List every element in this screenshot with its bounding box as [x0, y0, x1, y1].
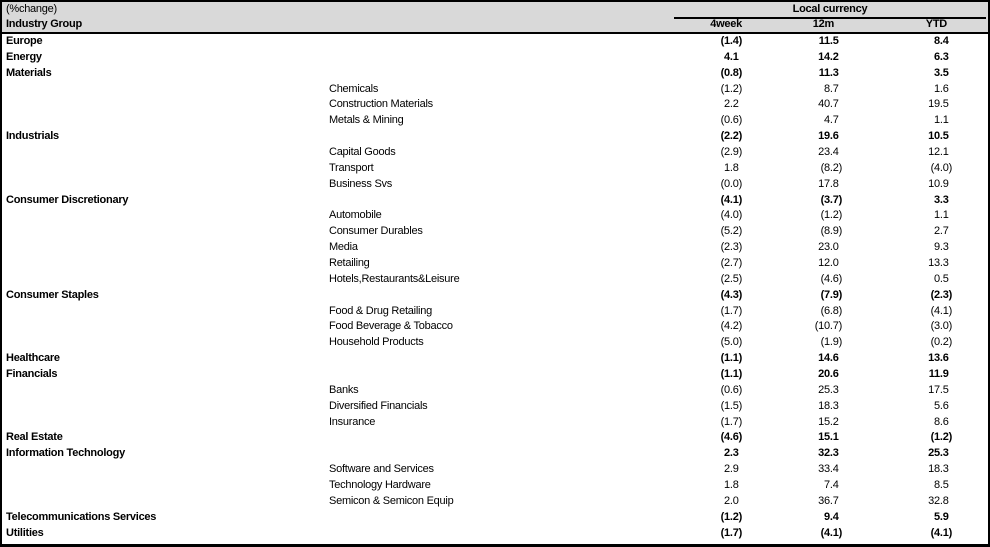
value-cell-4week: (2.7) — [720, 257, 742, 270]
value-cell-12m: (1.9) — [820, 336, 842, 349]
value-cell-4week: (1.2) — [720, 510, 742, 523]
table-row — [2, 50, 988, 66]
value-cell-12m: (4.1) — [820, 526, 842, 539]
value-cell-4week: (5.0) — [720, 336, 742, 349]
value-cell-4week: (1.2) — [720, 82, 742, 95]
sub-industry-label: Retailing — [329, 257, 370, 270]
table-row — [2, 145, 988, 161]
percent-change-label: (%change) — [6, 3, 57, 15]
spacer — [954, 510, 990, 526]
value-cell-4week: (4.2) — [720, 320, 742, 333]
spacer — [954, 208, 990, 224]
industry-group-label — [2, 177, 329, 193]
value-cell-ytd: 25.3 — [928, 447, 949, 460]
value-cell-4week: (0.6) — [720, 383, 742, 396]
table-row — [2, 113, 988, 129]
table-row — [2, 240, 988, 256]
industry-group-label: Europe — [6, 35, 43, 47]
value-cell-ytd: 8.6 — [934, 415, 949, 428]
industry-group-label — [2, 399, 329, 415]
sub-industry-label: Diversified Financials — [329, 399, 428, 412]
value-cell-4week: (5.2) — [720, 225, 742, 238]
industry-group-label — [2, 113, 329, 129]
value-cell-4week: (1.7) — [720, 526, 742, 539]
table-row — [2, 415, 988, 431]
value-cell-4week: (1.5) — [720, 399, 742, 412]
value-cell-12m: 14.2 — [818, 50, 839, 63]
sub-industry-label: Chemicals — [329, 82, 379, 95]
sub-industry-label: Metals & Mining — [329, 114, 404, 127]
spacer — [954, 319, 990, 335]
industry-group-label — [2, 478, 329, 494]
sub-industry-label — [329, 66, 624, 82]
table-row — [2, 34, 988, 50]
spacer — [954, 224, 990, 240]
spacer — [954, 462, 990, 478]
table-row — [2, 304, 988, 320]
value-cell-ytd: 0.5 — [934, 272, 949, 285]
value-cell-ytd: 13.3 — [928, 257, 949, 270]
value-cell-12m: 15.1 — [818, 431, 839, 444]
value-cell-ytd: (4.0) — [930, 161, 952, 174]
spacer — [954, 161, 990, 177]
table-row — [2, 430, 988, 446]
table-row — [2, 526, 988, 542]
industry-group-label: Information Technology — [6, 447, 125, 460]
local-currency-header: Local currency — [674, 2, 986, 19]
industry-group-label — [2, 97, 329, 113]
value-cell-ytd: 13.6 — [928, 352, 949, 365]
value-cell-4week: (2.2) — [720, 130, 742, 143]
spacer — [954, 430, 990, 446]
value-cell-12m: (10.7) — [814, 320, 842, 333]
spacer — [954, 367, 990, 383]
sub-industry-label — [329, 288, 624, 304]
spacer — [954, 50, 990, 66]
spacer — [954, 478, 990, 494]
value-cell-ytd: 11.9 — [928, 368, 949, 381]
table-row — [2, 66, 988, 82]
table-row — [2, 82, 988, 98]
value-cell-4week: (2.9) — [720, 146, 742, 159]
header-row-columns — [2, 18, 988, 32]
table-row — [2, 351, 988, 367]
table-row — [2, 510, 988, 526]
value-cell-ytd: (2.3) — [930, 288, 952, 301]
sub-industry-label — [329, 367, 624, 383]
spacer — [954, 240, 990, 256]
value-cell-12m: (4.6) — [820, 272, 842, 285]
value-cell-12m: 14.6 — [818, 352, 839, 365]
spacer — [954, 193, 990, 209]
spacer — [329, 18, 624, 32]
value-cell-ytd: 8.4 — [934, 35, 949, 47]
value-cell-4week: (0.6) — [720, 114, 742, 127]
sub-industry-label — [329, 193, 624, 209]
industry-group-label: Energy — [6, 50, 42, 63]
sub-industry-label — [329, 129, 624, 145]
sub-industry-label — [329, 430, 624, 446]
value-cell-4week: (4.3) — [720, 288, 742, 301]
sub-industry-label: Banks — [329, 383, 359, 396]
value-cell-ytd: 1.1 — [934, 209, 949, 222]
sub-industry-label: Business Svs — [329, 177, 393, 190]
industry-group-label — [2, 272, 329, 288]
col-header-12m: 12m — [812, 18, 834, 30]
value-cell-12m: 4.7 — [824, 114, 839, 127]
table-row — [2, 161, 988, 177]
spacer — [954, 335, 990, 351]
value-cell-4week: (0.8) — [720, 66, 742, 79]
value-cell-12m: 17.8 — [818, 177, 839, 190]
industry-group-label: Healthcare — [6, 352, 60, 365]
table-row — [2, 335, 988, 351]
table-header — [2, 2, 988, 34]
value-cell-ytd: 19.5 — [928, 98, 949, 111]
spacer — [954, 177, 990, 193]
value-cell-4week: 2.9 — [724, 463, 739, 476]
sub-industry-label: Construction Materials — [329, 98, 433, 111]
value-cell-ytd: 10.5 — [928, 130, 949, 143]
spacer — [954, 256, 990, 272]
table-row — [2, 177, 988, 193]
table-row — [2, 367, 988, 383]
spacer — [954, 82, 990, 98]
value-cell-4week: 1.8 — [724, 479, 739, 492]
table-row — [2, 129, 988, 145]
value-cell-ytd: (0.2) — [930, 336, 952, 349]
sub-industry-label: Semicon & Semicon Equip — [329, 494, 454, 507]
value-cell-4week: (2.5) — [720, 272, 742, 285]
value-cell-12m: 23.4 — [818, 146, 839, 159]
industry-group-label — [2, 319, 329, 335]
table-row — [2, 288, 988, 304]
industry-group-label — [2, 256, 329, 272]
value-cell-4week: (1.4) — [720, 35, 742, 47]
industry-group-label — [2, 82, 329, 98]
sub-industry-label: Hotels,Restaurants&Leisure — [329, 272, 460, 285]
table-row — [2, 208, 988, 224]
value-cell-4week: (1.1) — [720, 352, 742, 365]
spacer — [954, 272, 990, 288]
value-cell-ytd: 32.8 — [928, 494, 949, 507]
value-cell-12m: 33.4 — [818, 463, 839, 476]
sub-industry-label: Media — [329, 241, 358, 254]
sub-industry-label: Software and Services — [329, 463, 434, 476]
value-cell-ytd: 2.7 — [934, 225, 949, 238]
industry-group-label — [2, 208, 329, 224]
value-cell-12m: 40.7 — [818, 98, 839, 111]
table-row — [2, 478, 988, 494]
sub-industry-label — [329, 526, 624, 542]
value-cell-4week: 2.3 — [724, 447, 739, 460]
value-cell-4week: 2.0 — [724, 494, 739, 507]
value-cell-4week: (1.7) — [720, 304, 742, 317]
table-row — [2, 399, 988, 415]
industry-group-label: Consumer Discretionary — [6, 193, 129, 206]
spacer — [954, 129, 990, 145]
spacer — [954, 399, 990, 415]
value-cell-ytd: 18.3 — [928, 463, 949, 476]
value-cell-ytd: 17.5 — [928, 383, 949, 396]
spacer — [954, 113, 990, 129]
spacer — [954, 446, 990, 462]
value-cell-12m: 12.0 — [818, 257, 839, 270]
value-cell-ytd: 5.6 — [934, 399, 949, 412]
value-cell-ytd: 3.5 — [934, 66, 949, 79]
industry-group-label — [2, 335, 329, 351]
value-cell-4week: (1.7) — [720, 415, 742, 428]
sub-industry-label: Technology Hardware — [329, 479, 431, 492]
table-body — [2, 34, 988, 542]
table-row — [2, 97, 988, 113]
value-cell-ytd: 1.6 — [934, 82, 949, 95]
sub-industry-label: Food & Drug Retailing — [329, 304, 432, 317]
value-cell-12m: (1.2) — [820, 209, 842, 222]
sub-industry-label: Automobile — [329, 209, 382, 222]
industry-group-label: Utilities — [6, 526, 44, 539]
value-cell-12m: 20.6 — [818, 368, 839, 381]
value-cell-12m: 15.2 — [818, 415, 839, 428]
industry-group-label — [2, 304, 329, 320]
industry-group-header: Industry Group — [6, 18, 82, 30]
value-cell-ytd: 1.1 — [934, 114, 949, 127]
spacer — [954, 145, 990, 161]
spacer — [954, 304, 990, 320]
industry-group-label — [2, 462, 329, 478]
sub-industry-label: Household Products — [329, 336, 424, 349]
value-cell-4week: (0.0) — [720, 177, 742, 190]
value-cell-12m: 36.7 — [818, 494, 839, 507]
industry-group-label — [2, 383, 329, 399]
value-cell-12m: 23.0 — [818, 241, 839, 254]
sub-industry-label: Consumer Durables — [329, 225, 423, 238]
value-cell-12m: 11.5 — [818, 35, 839, 47]
table-row — [2, 256, 988, 272]
value-cell-ytd: 10.9 — [928, 177, 949, 190]
value-cell-12m: (7.9) — [820, 288, 842, 301]
sub-industry-label — [329, 351, 624, 367]
table-row — [2, 383, 988, 399]
spacer — [954, 526, 990, 542]
value-cell-ytd: (4.1) — [930, 304, 952, 317]
sub-industry-label: Capital Goods — [329, 146, 396, 159]
table-row — [2, 462, 988, 478]
industry-group-label — [2, 494, 329, 510]
value-cell-4week: 2.2 — [724, 98, 739, 111]
value-cell-4week: (1.1) — [720, 368, 742, 381]
industry-group-label — [2, 224, 329, 240]
value-cell-ytd: 5.9 — [934, 510, 949, 523]
industry-group-label: Consumer Staples — [6, 288, 99, 301]
value-cell-ytd: (1.2) — [930, 431, 952, 444]
spacer — [954, 34, 990, 50]
value-cell-4week: (2.3) — [720, 241, 742, 254]
value-cell-12m: 32.3 — [818, 447, 839, 460]
industry-group-label: Telecommunications Services — [6, 510, 157, 523]
value-cell-12m: 8.7 — [824, 82, 839, 95]
sub-industry-label — [329, 446, 624, 462]
value-cell-12m: (3.7) — [820, 193, 842, 206]
value-cell-12m: 19.6 — [818, 130, 839, 143]
value-cell-ytd: 8.5 — [934, 479, 949, 492]
header-row-currency — [2, 2, 988, 18]
value-cell-4week: 1.8 — [724, 161, 739, 174]
value-cell-12m: 25.3 — [818, 383, 839, 396]
value-cell-ytd: (3.0) — [930, 320, 952, 333]
value-cell-12m: 18.3 — [818, 399, 839, 412]
value-cell-4week: 4.1 — [724, 50, 739, 63]
spacer — [954, 288, 990, 304]
spacer — [954, 351, 990, 367]
spacer — [954, 494, 990, 510]
value-cell-ytd: 3.3 — [934, 193, 949, 206]
value-cell-4week: (4.1) — [720, 193, 742, 206]
value-cell-12m: (8.2) — [820, 161, 842, 174]
sub-industry-label — [329, 510, 624, 526]
industry-group-label — [2, 240, 329, 256]
industry-group-label: Industrials — [6, 130, 59, 143]
industry-group-label — [2, 415, 329, 431]
table-row — [2, 272, 988, 288]
sub-industry-label: Food Beverage & Tobacco — [329, 320, 453, 333]
value-cell-ytd: 6.3 — [934, 50, 949, 63]
col-header-4week: 4week — [710, 18, 742, 30]
value-cell-4week: (4.6) — [720, 431, 742, 444]
industry-group-label — [2, 145, 329, 161]
table-row — [2, 224, 988, 240]
industry-group-label: Materials — [6, 66, 52, 79]
value-cell-12m: (6.8) — [820, 304, 842, 317]
value-cell-ytd: 9.3 — [934, 241, 949, 254]
industry-group-label — [2, 161, 329, 177]
value-cell-12m: 9.4 — [824, 510, 839, 523]
value-cell-12m: (8.9) — [820, 225, 842, 238]
industry-group-label: Financials — [6, 368, 58, 381]
sub-industry-label: Insurance — [329, 415, 376, 428]
spacer — [954, 66, 990, 82]
sub-industry-label: Transport — [329, 161, 374, 174]
sub-industry-label — [329, 50, 624, 66]
value-cell-ytd: 12.1 — [928, 146, 949, 159]
value-cell-ytd: (4.1) — [930, 526, 952, 539]
table-row — [2, 193, 988, 209]
industry-group-label: Real Estate — [6, 431, 63, 444]
table-row — [2, 494, 988, 510]
value-cell-12m: 7.4 — [824, 479, 839, 492]
value-cell-12m: 11.3 — [818, 66, 839, 79]
spacer — [954, 97, 990, 113]
table-row — [2, 319, 988, 335]
spacer — [954, 415, 990, 431]
col-header-ytd: YTD — [925, 18, 947, 30]
spacer — [954, 383, 990, 399]
value-cell-4week: (4.0) — [720, 209, 742, 222]
table-row — [2, 446, 988, 462]
sub-industry-label — [329, 34, 624, 50]
spacer — [954, 18, 990, 32]
